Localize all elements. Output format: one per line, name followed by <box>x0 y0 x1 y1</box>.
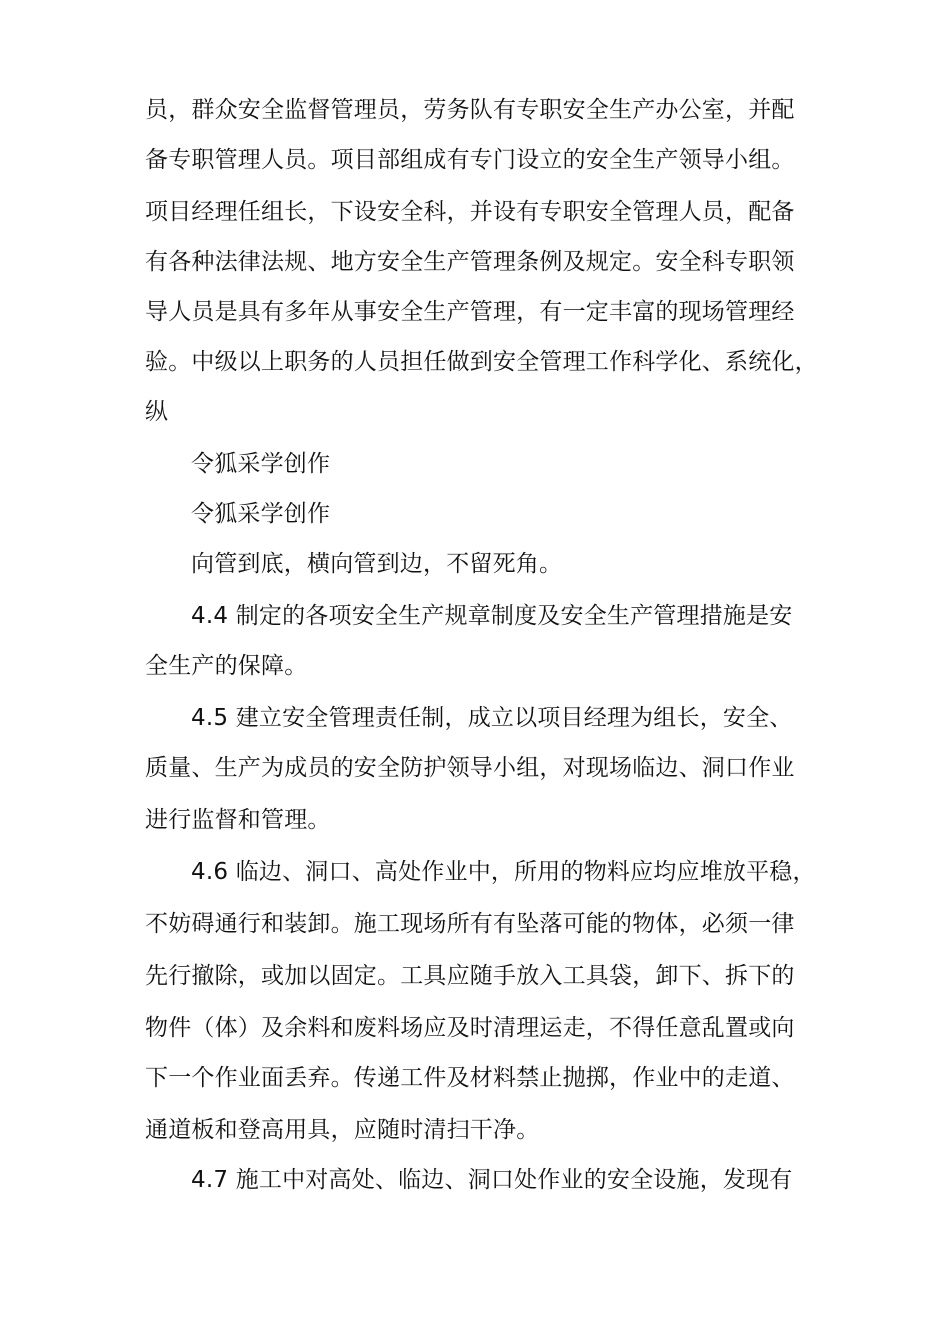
body-text-line: 向管到底，横向管到边，不留死角。 <box>191 551 563 577</box>
body-text-line: 验。中级以上职务的人员担任做到安全管理工作科学化、系统化， <box>145 349 818 375</box>
body-text-line: 先行撤除，或加以固定。工具应随手放入工具袋，卸下、拆下的 <box>145 963 795 989</box>
author-watermark-text: 令狐采学创作 <box>191 501 331 527</box>
section-4-6-paragraph: 4.6 临边、洞口、高处作业中，所用的物料应均应堆放平稳， <box>191 859 816 885</box>
body-text-line: 物件（体）及余料和废料场应及时清理运走，不得任意乱置或向 <box>145 1015 795 1041</box>
body-text-line: 项目经理任组长，下设安全科，并设有专职安全管理人员，配备 <box>145 199 795 225</box>
author-watermark-text: 令狐采学创作 <box>191 451 331 477</box>
body-text-line: 全生产的保障。 <box>145 653 308 679</box>
body-text-line: 员，群众安全监督管理员，劳务队有专职安全生产办公室，并配 <box>145 97 795 123</box>
section-4-7-paragraph: 4.7 施工中对高处、临边、洞口处作业的安全设施，发现有 <box>191 1167 793 1193</box>
section-4-4-paragraph: 4.4 制定的各项安全生产规章制度及安全生产管理措施是安 <box>191 603 793 629</box>
body-text-line: 纵 <box>145 399 169 425</box>
section-4-5-paragraph: 4.5 建立安全管理责任制，成立以项目经理为组长，安全、 <box>191 705 793 731</box>
body-text-line: 进行监督和管理。 <box>145 807 331 833</box>
body-text-line: 质量、生产为成员的安全防护领导小组，对现场临边、洞口作业 <box>145 755 795 781</box>
body-text-line: 通道板和登高用具，应随时清扫干净。 <box>145 1117 540 1143</box>
body-text-line: 不妨碍通行和装卸。施工现场所有有坠落可能的物体，必须一律 <box>145 911 795 937</box>
body-text-line: 备专职管理人员。项目部组成有专门设立的安全生产领导小组。 <box>145 147 795 173</box>
body-text-line: 导人员是具有多年从事安全生产管理，有一定丰富的现场管理经 <box>145 299 795 325</box>
body-text-line: 有各种法律法规、地方安全生产管理条例及规定。安全科专职领 <box>145 249 795 275</box>
body-text-line: 下一个作业面丢弃。传递工件及材料禁止抛掷，作业中的走道、 <box>145 1065 795 1091</box>
